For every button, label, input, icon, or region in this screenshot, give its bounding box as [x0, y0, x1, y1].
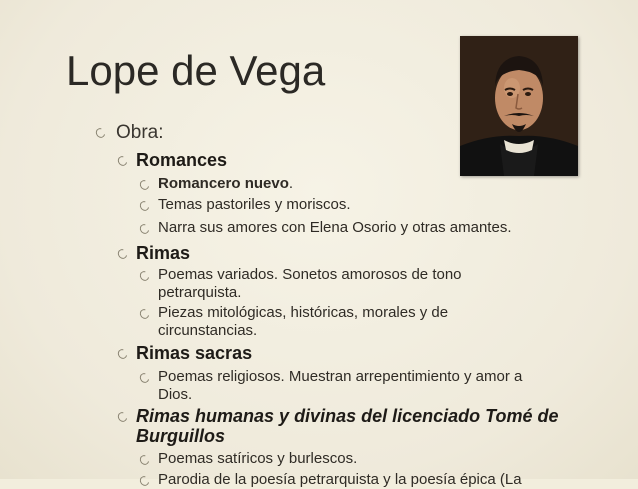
- bullet-icon: [116, 154, 129, 167]
- list-item-continuation: petrarquista.: [158, 284, 242, 301]
- bullet-icon: [138, 307, 151, 320]
- bullet-icon: [138, 199, 151, 212]
- section-heading-rimas-sacras: Rimas sacras: [136, 343, 253, 363]
- list-item: Parodia de la poesía petrarquista y la poesía épica (La: [158, 471, 522, 488]
- romancero-nuevo-text: Romancero nuevo: [158, 175, 289, 192]
- bullet-icon: [116, 347, 129, 360]
- section-heading-rimas: Rimas: [136, 243, 191, 263]
- section-heading-rimas-humanas-continuation: Burguillos: [136, 426, 225, 446]
- list-item: [158, 175, 293, 193]
- obra-label: Obra:: [116, 122, 164, 143]
- bullet-icon: [138, 222, 151, 235]
- slide-title: Lope de Vega: [66, 47, 326, 94]
- list-item: Piezas mitológicas, históricas, morales y de: [158, 304, 449, 321]
- bullet-icon: [116, 247, 129, 260]
- list-item-continuation: circunstancias.: [158, 322, 258, 339]
- bullet-icon: [138, 269, 151, 282]
- list-item: Poemas satíricos y burlescos.: [158, 450, 358, 467]
- bullet-icon: [116, 410, 129, 423]
- section-heading-rimas-humanas: Rimas humanas y divinas del licenciado Tomé de: [136, 406, 559, 426]
- bullet-icon: [94, 126, 107, 139]
- item-rest: .: [288, 175, 294, 192]
- bullet-icon: [138, 474, 151, 487]
- list-item: Poemas variados. Sonetos amorosos de tono: [158, 266, 462, 283]
- bullet-icon: [138, 453, 151, 466]
- list-item: Temas pastoriles y moriscos.: [158, 196, 351, 213]
- list-item: Poemas religiosos. Muestran arrepentimiento y amor a: [158, 368, 523, 385]
- list-item: Narra sus amores con Elena Osorio y otras amantes.: [158, 219, 512, 236]
- bullet-icon: [138, 371, 151, 384]
- bullet-icon: [138, 178, 151, 191]
- portrait-painting: [460, 36, 578, 176]
- section-heading-romances: Romances: [136, 150, 228, 170]
- list-item-continuation: Dios.: [158, 386, 193, 403]
- portrait-image: [460, 36, 578, 176]
